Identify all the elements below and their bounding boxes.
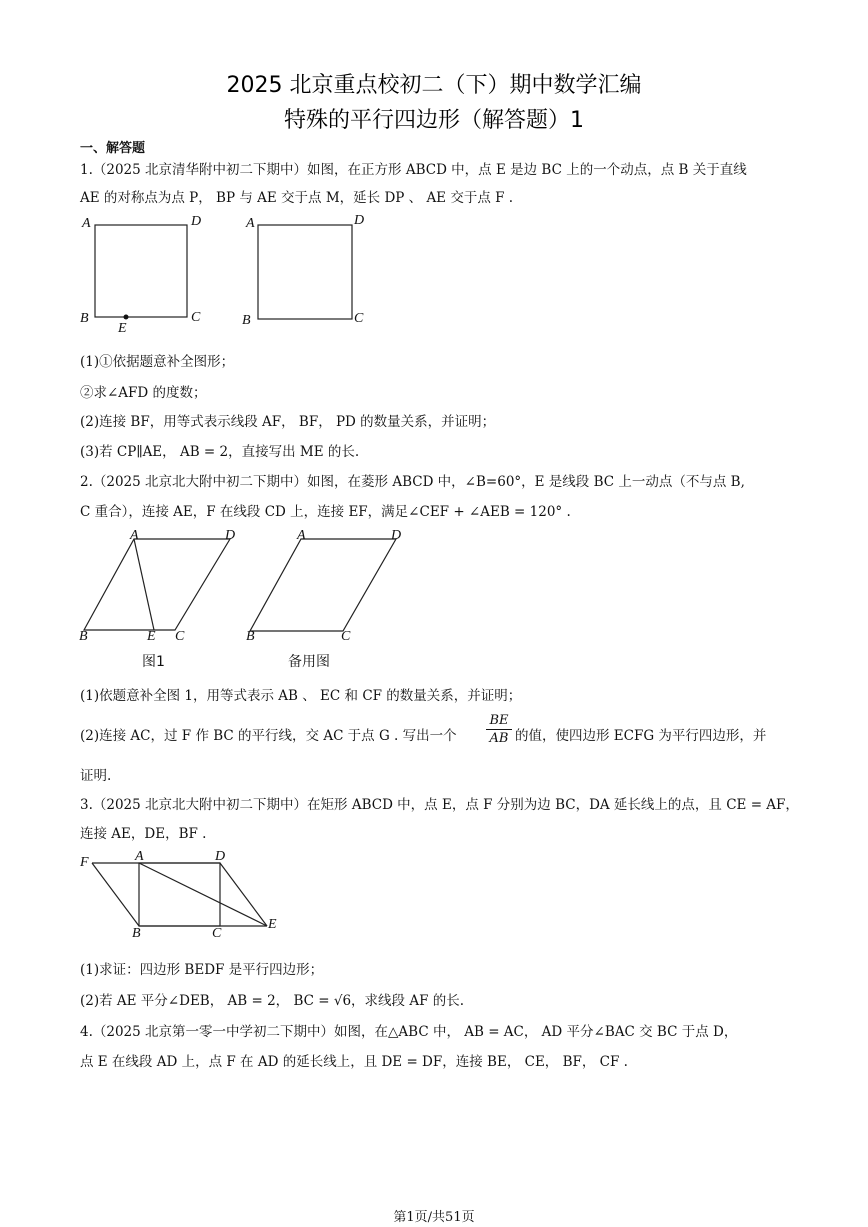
q2-figure-1 xyxy=(80,530,250,650)
q2-f2-label-b: B xyxy=(246,629,255,644)
q3-label-f: F xyxy=(80,855,89,870)
q2-figure-2-caption: 备用图 xyxy=(288,654,330,670)
q2-f2-label-a: A xyxy=(297,528,306,543)
q3-stem-line2: 连接 AE，DE，BF . xyxy=(80,826,207,842)
q1-stem-line2: AE 的对称点为点 P， BP 与 AE 交于点 M，延长 DP 、 AE 交于点 F . xyxy=(80,190,514,206)
q3-label-b: B xyxy=(132,926,141,941)
q1-sub3: (2)连接 BF，用等式表示线段 AF， BF， PD 的数量关系，并证明； xyxy=(80,414,496,430)
q2-stem-line1: 2.（2025 北京北大附中初二下期中）如图，在菱形 ABCD 中，∠B=60°，E 是线段 BC 上一动点（不与点 B, xyxy=(80,474,745,490)
q1-sub4: (3)若 CP∥AE， AB = 2，直接写出 ME 的长. xyxy=(80,444,360,460)
q3-label-e: E xyxy=(268,917,277,932)
q2-f1-label-d: D xyxy=(225,528,236,543)
q2-f1-label-e: E xyxy=(147,629,156,644)
q3-label-c: C xyxy=(212,926,222,941)
q2-fraction-denominator: AB xyxy=(489,731,509,746)
q1-f2-label-d: D xyxy=(354,213,365,228)
q3-sub1: (1)求证：四边形 BEDF 是平行四边形； xyxy=(80,962,324,978)
q1-stem-line1: 1.（2025 北京清华附中初二下期中）如图，在正方形 ABCD 中，点 E 是边 BC 上的一个动点，点 B 关于直线 xyxy=(80,162,747,178)
page-title: 2025 北京重点校初二（下）期中数学汇编 xyxy=(226,73,642,98)
q3-label-a: A xyxy=(135,849,144,864)
q3-label-d: D xyxy=(215,849,226,864)
q4-stem-line2: 点 E 在线段 AD 上，点 F 在 AD 的延长线上，且 DE = DF，连接 BE， CE， BF， CF . xyxy=(80,1054,628,1070)
q1-sub2: ②求∠AFD 的度数； xyxy=(80,385,207,401)
q3-stem-line1: 3.（2025 北京北大附中初二下期中）在矩形 ABCD 中，点 E，点 F 分别为边 BC，DA 延长线上的点，且 CE = AF， xyxy=(80,797,799,813)
q2-sub1: (1)依题意补全图 1，用等式表示 AB 、 EC 和 CF 的数量关系，并证明； xyxy=(80,688,522,704)
q2-figure-2 xyxy=(246,530,416,650)
q1-f2-label-b: B xyxy=(242,313,251,328)
q2-f1-label-a: A xyxy=(130,528,139,543)
section-heading: 一、解答题 xyxy=(80,141,146,156)
q2-f1-label-b: B xyxy=(79,629,88,644)
q3-figure xyxy=(80,850,280,945)
q1-sub1: (1)①依据题意补全图形； xyxy=(80,354,235,370)
page-footer: 第1页/共51页 xyxy=(393,1210,475,1225)
q1-f2-label-c: C xyxy=(354,311,364,326)
q1-f2-label-a: A xyxy=(246,216,255,231)
q2-sub2-after: 的值，使四边形 ECFG 为平行四边形，并 xyxy=(515,728,767,744)
q2-f1-label-c: C xyxy=(175,629,185,644)
q2-sub2-cont: 证明. xyxy=(80,768,112,784)
page-subtitle: 特殊的平行四边形（解答题）1 xyxy=(284,108,584,133)
q2-sub2-before: (2)连接 AC，过 F 作 BC 的平行线，交 AC 于点 G . 写出一个 xyxy=(80,728,457,744)
q3-sub2: (2)若 AE 平分∠DEB， AB = 2， BC = √6，求线段 AF 的长. xyxy=(80,993,465,1009)
q4-stem-line1: 4.（2025 北京第一零一中学初二下期中）如图，在△ABC 中， AB = AC， AD 平分∠BAC 交 BC 于点 D， xyxy=(80,1024,738,1040)
q2-f2-label-d: D xyxy=(391,528,402,543)
q2-f2-label-c: C xyxy=(341,629,351,644)
q2-fraction-numerator: BE xyxy=(489,713,509,728)
q1-f1-label-a: A xyxy=(82,216,91,231)
q1-f1-label-d: D xyxy=(191,214,202,229)
q1-f1-label-e: E xyxy=(118,321,127,336)
q1-f1-label-b: B xyxy=(80,311,89,326)
q1-f1-label-c: C xyxy=(191,310,201,325)
q2-stem-line2: C 重合），连接 AE，F 在线段 CD 上，连接 EF，满足∠CEF + ∠AEB = 120° . xyxy=(80,504,571,520)
q2-fraction xyxy=(486,713,512,746)
q2-figure-1-caption: 图1 xyxy=(142,654,165,670)
